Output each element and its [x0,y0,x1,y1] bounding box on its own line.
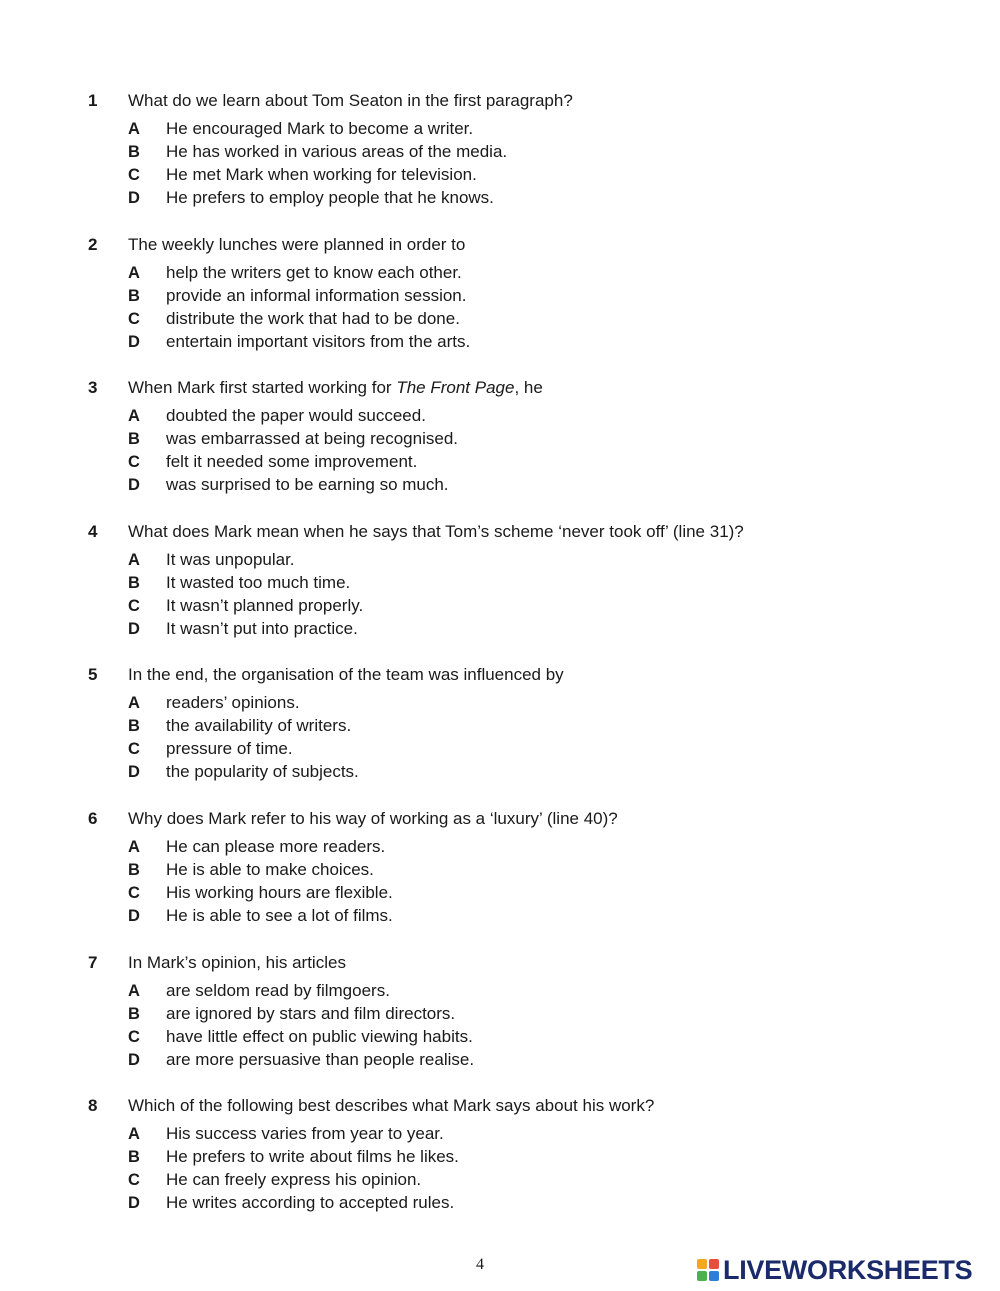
option-8-d[interactable] [0,1192,1000,1215]
option-1-b[interactable] [0,141,1000,164]
option-text: have little effect on public viewing habits. [166,1027,473,1046]
option-6-a[interactable] [0,836,1000,859]
option-2-a[interactable] [0,262,1000,285]
liveworksheets-logo [697,1252,972,1288]
option-text: felt it needed some improvement. [166,452,418,471]
option-text: He encouraged Mark to become a writer. [166,119,474,138]
option-text: He prefers to employ people that he knows. [166,188,494,207]
option-text: provide an informal information session. [166,286,467,305]
question-number: 3 [88,378,98,397]
option-text: was embarrassed at being recognised. [166,429,458,448]
logo-square-4 [709,1271,719,1281]
option-letter: D [128,189,140,207]
logo-square-3 [697,1271,707,1281]
option-letter: B [128,861,140,879]
option-2-c[interactable] [0,308,1000,331]
option-letter: B [128,574,140,592]
logo-square-1 [697,1259,707,1269]
option-8-a[interactable] [0,1123,1000,1146]
option-letter: C [128,597,140,615]
option-text: doubted the paper would succeed. [166,406,426,425]
option-text: are seldom read by filmgoers. [166,981,390,1000]
option-text: distribute the work that had to be done. [166,309,460,328]
question-number: 4 [88,522,98,541]
option-letter: B [128,287,140,305]
option-5-d[interactable] [0,761,1000,784]
logo-text: LIVEWORKSHEETS [723,1254,973,1285]
option-letter: D [128,907,140,925]
option-7-b[interactable] [0,1003,1000,1026]
option-text: It wasn’t put into practice. [166,619,358,638]
option-3-c[interactable] [0,451,1000,474]
option-letter: C [128,1171,140,1189]
option-letter: A [128,982,140,1000]
option-letter: C [128,310,140,328]
option-6-c[interactable] [0,882,1000,905]
option-text: pressure of time. [166,739,293,758]
question-text-part: When Mark first started working for [128,378,397,397]
option-text: His working hours are flexible. [166,883,393,902]
option-4-a[interactable] [0,549,1000,572]
option-7-c[interactable] [0,1026,1000,1049]
question-text: Why does Mark refer to his way of working as a ‘luxury’ (line 40)? [128,809,618,828]
option-letter: B [128,143,140,161]
option-text: the popularity of subjects. [166,762,359,781]
option-text: He prefers to write about films he likes. [166,1147,459,1166]
option-3-d[interactable] [0,474,1000,497]
question-text: What does Mark mean when he says that Tom’s scheme ‘never took off’ (line 31)? [128,522,744,541]
option-letter: B [128,1148,140,1166]
option-1-d[interactable] [0,187,1000,210]
option-letter: A [128,407,140,425]
option-letter: A [128,1125,140,1143]
question-text: In the end, the organisation of the team was influenced by [128,665,564,684]
option-letter: D [128,620,140,638]
option-letter: B [128,430,140,448]
option-3-a[interactable] [0,405,1000,428]
option-letter: A [128,551,140,569]
option-letter: D [128,763,140,781]
option-letter: D [128,333,140,351]
question-number: 8 [88,1096,98,1115]
option-text: entertain important visitors from the arts. [166,332,471,351]
question-number: 5 [88,665,98,684]
option-text: are ignored by stars and film directors. [166,1004,456,1023]
option-text: His success varies from year to year. [166,1124,444,1143]
option-text: He met Mark when working for television. [166,165,477,184]
question-number: 2 [88,235,98,254]
option-text: He can please more readers. [166,837,386,856]
option-text: the availability of writers. [166,716,352,735]
option-letter: D [128,1194,140,1212]
option-5-a[interactable] [0,692,1000,715]
logo-square-2 [709,1259,719,1269]
option-2-d[interactable] [0,331,1000,354]
page-number: 4 [476,1256,484,1273]
option-letter: C [128,166,140,184]
liveworksheets-logo-icon [697,1259,719,1281]
option-4-b[interactable] [0,572,1000,595]
option-text: It wasted too much time. [166,573,351,592]
publication-title: The Front Page [396,378,515,397]
option-5-c[interactable] [0,738,1000,761]
option-text: He can freely express his opinion. [166,1170,422,1189]
option-7-d[interactable] [0,1049,1000,1072]
option-text: He is able to see a lot of films. [166,906,393,925]
option-7-a[interactable] [0,980,1000,1003]
option-letter: C [128,453,140,471]
option-text: It wasn’t planned properly. [166,596,364,615]
option-text: He has worked in various areas of the media. [166,142,508,161]
option-letter: A [128,264,140,282]
question-number: 7 [88,953,98,972]
option-2-b[interactable] [0,285,1000,308]
option-8-b[interactable] [0,1146,1000,1169]
option-text: It was unpopular. [166,550,295,569]
option-letter: C [128,1028,140,1046]
option-text: help the writers get to know each other. [166,263,462,282]
question-number: 1 [88,91,98,110]
option-6-b[interactable] [0,859,1000,882]
option-letter: B [128,717,140,735]
option-text: He writes according to accepted rules. [166,1193,455,1212]
option-text: readers’ opinions. [166,693,300,712]
question-text: Which of the following best describes what Mark says about his work? [128,1096,655,1115]
option-letter: C [128,740,140,758]
question-text: The weekly lunches were planned in order to [128,235,466,254]
question-number: 6 [88,809,98,828]
option-text: are more persuasive than people realise. [166,1050,475,1069]
option-letter: A [128,694,140,712]
option-4-c[interactable] [0,595,1000,618]
option-letter: D [128,1051,140,1069]
option-letter: B [128,1005,140,1023]
option-3-b[interactable] [0,428,1000,451]
question-text: What do we learn about Tom Seaton in the first paragraph? [128,91,573,110]
option-letter: C [128,884,140,902]
option-letter: D [128,476,140,494]
option-5-b[interactable] [0,715,1000,738]
question-text: In Mark’s opinion, his articles [128,953,346,972]
option-letter: A [128,838,140,856]
option-6-d[interactable] [0,905,1000,928]
option-4-d[interactable] [0,618,1000,641]
question-text-part: , he [514,378,543,397]
option-1-a[interactable] [0,118,1000,141]
option-text: He is able to make choices. [166,860,374,879]
option-1-c[interactable] [0,164,1000,187]
option-letter: A [128,120,140,138]
option-text: was surprised to be earning so much. [166,475,449,494]
option-8-c[interactable] [0,1169,1000,1192]
question-text [128,377,948,399]
